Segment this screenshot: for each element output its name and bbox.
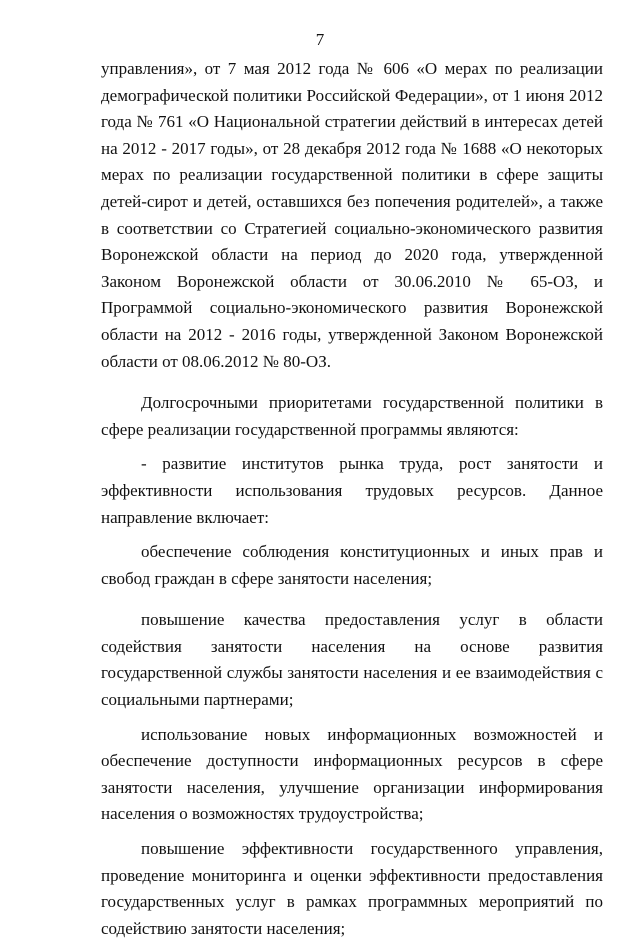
paragraph-service-quality: повышение качества предоставления услуг в области содействия занятости населения на основе развития государственной службы занятости населения и ее взаимодействия с социальными партнерами; — [101, 610, 603, 710]
paragraph-information-resources: использование новых информационных возможностей и обеспечение доступности информационных ресурсов в сфере занятости населения, улучшение организации информирования населения о возможностях трудоустройства; — [101, 724, 603, 824]
paragraph-management-efficiency: повышение эффективности государственного управления, проведение мониторинга и оценки эффективности предоставления государственных услуг в рамках программных мероприятий по содействию занятости населения; — [101, 839, 603, 938]
paragraph-priorities-intro: Долгосрочными приоритетами государственной политики в сфере реализации государственной программы являются: — [101, 393, 603, 439]
document-body — [101, 56, 603, 942]
paragraph-labor-market-development: - развитие институтов рынка труда, рост занятости и эффективности использования трудовых ресурсов. Данное направление включает: — [101, 454, 603, 527]
paragraph-rights-compliance: обеспечение соблюдения конституционных и иных прав и свобод граждан в сфере занятости населения; — [101, 542, 603, 588]
page-number: 7 — [315, 30, 325, 49]
paragraph-legal-basis: управления», от 7 мая 2012 года № 606 «О мерах по реализации демографической политики Российской Федерации», от 1 июня 2012 года № 761 «О Национальной стратегии действий в интересах детей на 2012 - 2017 годы», от 28 декабря 2012 года № 1688 «О некоторых мерах по реализации государственной политики в сфере защиты детей-сирот и детей, оставшихся без попечения родителей», а также в соответствии со Стратегией социально-экономического развития Воронежской области на период до 2020 года, утвержденной Законом Воронежской области от 30.06.2010 № 65-ОЗ, и Программой социально-экономического развития Воронежской области на 2012 - 2016 годы, утвержденной Законом Воронежской области от 08.06.2012 № 80-ОЗ. — [101, 59, 603, 371]
